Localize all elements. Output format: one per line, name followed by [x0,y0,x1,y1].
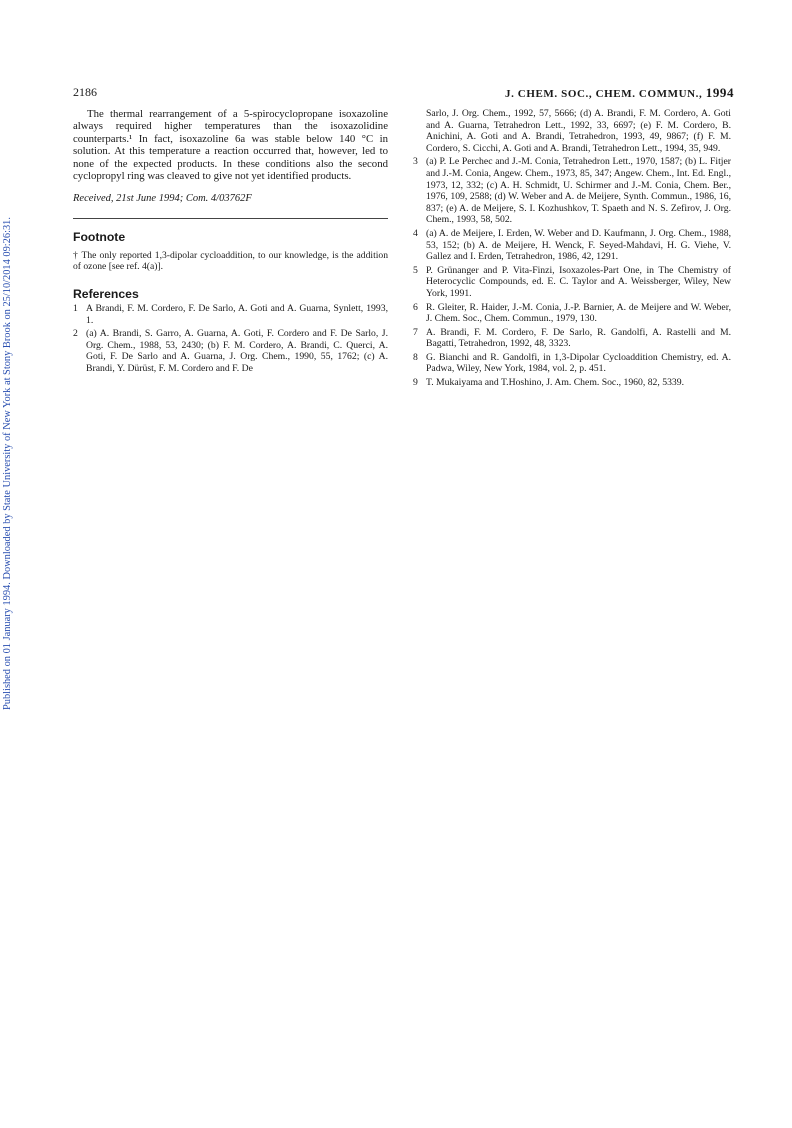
download-watermark-text[interactable]: Published on 01 January 1994. Downloaded by State University of New York at Stony Brook on 25/10/2014 09:26:31. [2,217,13,710]
reference-text: (a) P. Le Perchec and J.-M. Conia, Tetrahedron Lett., 1970, 1587; (b) L. Fitjer and J.-M. Conia, Angew. Chem., 1973, 85, 347; Angew. Chem., Int. Ed. Engl., 1973, 12, 332; (c) A. H. Schmidt, U. Schirmer and J.-M. Conia, Chem. Ber., 1976, 109, 2588; (d) W. Weber and A. de Meijere, Synth. Commun., 1986, 16, 837; (e) A. de Meijere, S. I. Kozhushkov, T. Spaeth and N. S. Zefirov, J. Org. Chem., 1993, 58, 502. [426,156,731,226]
reference-item [413,156,731,226]
section-divider [73,218,388,219]
reference-number: 7 [413,326,418,338]
download-watermark [2,150,16,710]
journal-year: 1994 [705,85,735,100]
reference-number: 2 [73,328,78,340]
reference-number: 3 [413,156,418,168]
journal-header [505,85,734,101]
reference-item [413,327,731,350]
reference-item [73,303,388,326]
reference-item [413,302,731,325]
reference-item [413,352,731,375]
reference-number: 8 [413,351,418,363]
received-line: Received, 21st June 1994; Com. 4/03762F [73,193,252,205]
reference-item [73,328,388,374]
reference-number: 6 [413,301,418,313]
right-column [413,108,731,389]
body-paragraph: The thermal rearrangement of a 5-spirocyclopropane isoxazoline always required higher temperatures than the isoxazolidine counterparts.¹ In fact, isoxazoline 6a was stable below 140 °C in solution. At this temperature a reaction occurred that, however, led to none of the expected products. In these conditions also the second cyclopropyl ring was cleaved to give not yet identified products. [73,108,388,183]
reference-number: 5 [413,264,418,276]
reference-number: 1 [73,303,78,315]
reference-text: (a) A. de Meijere, I. Erden, W. Weber and D. Kaufmann, J. Org. Chem., 1988, 53, 152; (b) A. de Meijere, H. Wenck, F. Seyed-Mahdavi, H. G. Viehe, V. Gallez and I. Erden, Tetrahedron, 1986, 42, 1291. [426,227,731,263]
reference-text: P. Grünanger and P. Vita-Finzi, Isoxazoles-Part One, in The Chemistry of Heterocyclic Compounds, ed. E. C. Taylor and A. Weissberger, Wiley, New York, 1991. [426,264,731,299]
references-heading: References [73,287,139,302]
reference-number: 9 [413,377,418,389]
reference-item [413,228,731,263]
footnote-heading: Footnote [73,230,126,245]
reference-text: G. Bianchi and R. Gandolfi, in 1,3-Dipolar Cycloaddition Chemistry, ed. A. Padwa, Wiley, New York, 1984, vol. 2, p. 451. [426,351,731,375]
reference-text: A Brandi, F. M. Cordero, F. De Sarlo, A. Goti and A. Guarna, Synlett, 1993, 1. [86,303,388,326]
reference-text: A. Brandi, F. M. Cordero, F. De Sarlo, R. Gandolfi, A. Rastelli and M. Bagatti, Tetrahedron, 1992, 48, 3323. [426,326,731,350]
reference-text: (a) A. Brandi, S. Garro, A. Guarna, A. Goti, F. Cordero and F. De Sarlo, J. Org. Chem., 1988, 53, 2430; (b) F. M. Cordero, A. Brandi, C. Querci, A. Goti, F. De Sarlo and A. Guarna, J. Org. Chem., 1990, 55, 1762; (c) A. Brandi, Y. Dürüst, F. M. Cordero and F. De [86,328,388,374]
reference-text: Sarlo, J. Org. Chem., 1992, 57, 5666; (d) A. Brandi, F. M. Cordero, A. Goti and A. Guarna, Tetrahedron Lett., 1992, 33, 6697; (e) F. M. Cordero, B. Anichini, A. Goti and A. Brandi, Tetrahedron, 1993, 49, 9867; (f) F. M. Cordero, S. Cicchi, A. Goti and A. Brandi, Tetrahedron Lett., 1994, 35, 949. [426,108,731,154]
footnote-text: † The only reported 1,3-dipolar cycloaddition, to our knowledge, is the addition of ozone [see ref. 4(a)]. [73,249,388,273]
reference-text: T. Mukaiyama and T.Hoshino, J. Am. Chem. Soc., 1960, 82, 5339. [426,377,685,389]
reference-continuation [413,108,731,154]
journal-title: J. CHEM. SOC., CHEM. COMMUN., [505,88,706,100]
reference-item [413,265,731,300]
page-number: 2186 [73,85,97,99]
reference-text: R. Gleiter, R. Haider, J.-M. Conia, J.-P. Barnier, A. de Meijere and W. Weber, J. Chem. Soc., Chem. Commun., 1979, 130. [426,301,731,325]
reference-number: 4 [413,227,418,239]
reference-item [413,377,731,389]
left-column [73,108,388,375]
